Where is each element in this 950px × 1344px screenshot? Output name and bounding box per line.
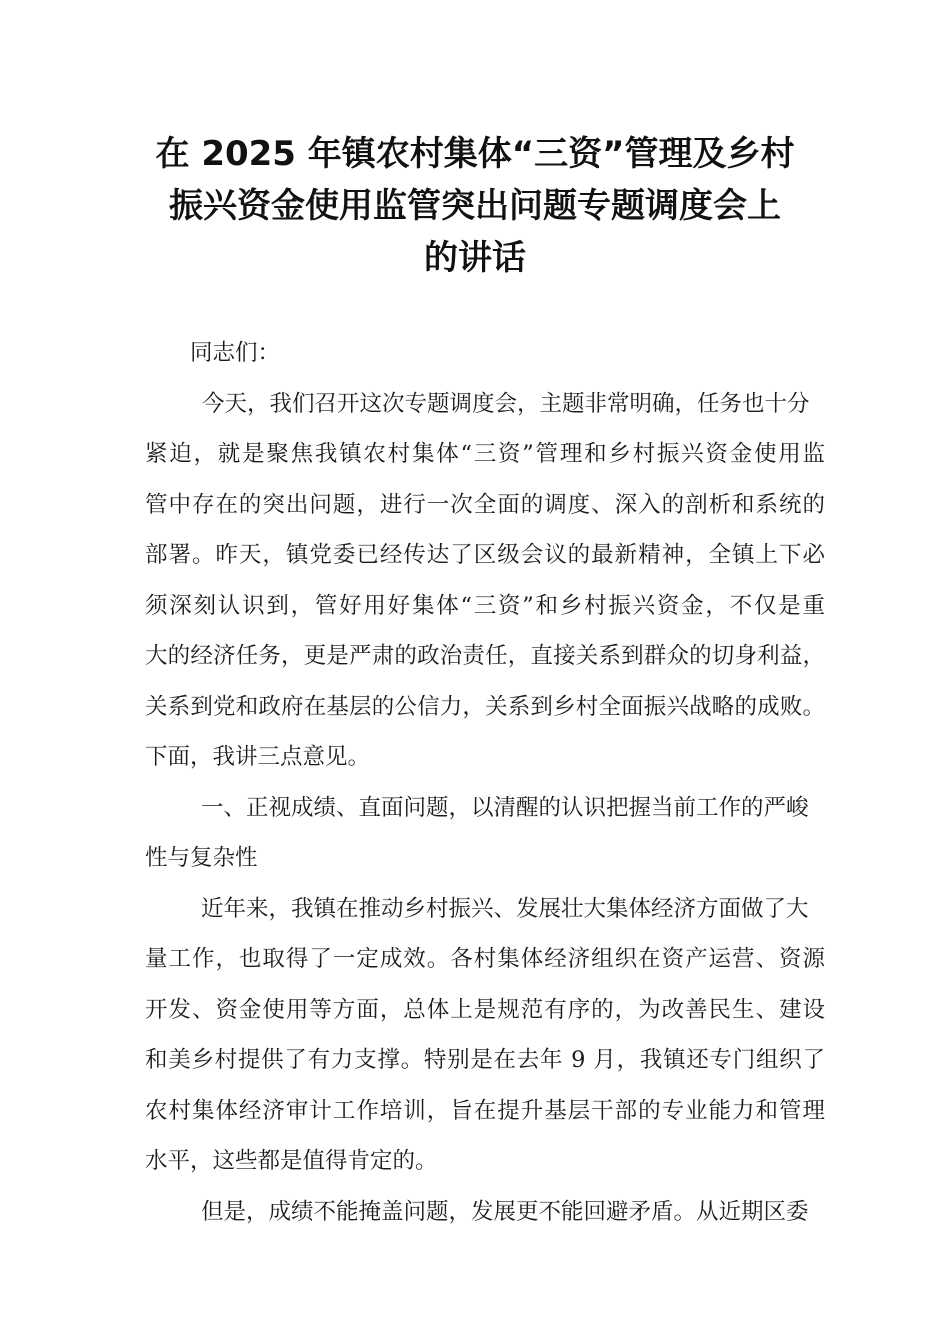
title-line-3: 的讲话 xyxy=(424,238,526,278)
document-body xyxy=(145,328,825,1237)
paragraph-1-line-4: 部署。昨天，镇党委已经传达了区级会议的最新精神，全镇上下必 xyxy=(145,542,825,568)
paragraph-3-line-1: 但是，成绩不能掩盖问题，发展更不能回避矛盾。从近期区委 xyxy=(201,1198,809,1225)
paragraph-1-line-7: 关系到党和政府在基层的公信力，关系到乡村全面振兴战略的成败。 xyxy=(145,693,825,720)
title-line-1: 在 2025 年镇农村集体“三资”管理及乡村 xyxy=(155,134,795,174)
paragraph-1-line-6: 大的经济任务，更是严肃的政治责任，直接关系到群众的切身利益， xyxy=(145,643,825,669)
salutation: 同志们： xyxy=(190,340,281,366)
title-line-2: 振兴资金使用监管突出问题专题调度会上 xyxy=(169,186,781,226)
paragraph-2-line-5: 农村集体经济审计工作培训，旨在提升基层干部的专业能力和管理 xyxy=(145,1097,825,1124)
paragraph-2-line-3: 开发、资金使用等方面，总体上是规范有序的，为改善民生、建设 xyxy=(145,996,825,1023)
paragraph-1-line-5: 须深刻认识到，管好用好集体“三资”和乡村振兴资金，不仅是重 xyxy=(145,592,825,619)
paragraph-2-line-4: 和美乡村提供了有力支撑。特别是在去年 9 月，我镇还专门组织了 xyxy=(145,1047,825,1073)
section-heading-1-line-2: 性与复杂性 xyxy=(145,845,258,871)
section-heading-1-line-1: 一、正视成绩、直面问题，以清醒的认识把握当前工作的严峻 xyxy=(201,794,809,821)
paragraph-1-line-3: 管中存在的突出问题，进行一次全面的调度、深入的剖析和系统的 xyxy=(145,491,825,518)
paragraph-2-line-2: 量工作，也取得了一定成效。各村集体经济组织在资产运营、资源 xyxy=(145,946,825,972)
paragraph-1-line-1: 今天，我们召开这次专题调度会，主题非常明确，任务也十分 xyxy=(202,390,810,417)
paragraph-2-line-6: 水平，这些都是值得肯定的。 xyxy=(145,1148,438,1174)
paragraph-1-line-8: 下面，我讲三点意见。 xyxy=(145,744,371,770)
paragraph-2-line-1: 近年来，我镇在推动乡村振兴、发展壮大集体经济方面做了大 xyxy=(201,895,809,922)
paragraph-1-line-2: 紧迫，就是聚焦我镇农村集体“三资”管理和乡村振兴资金使用监 xyxy=(145,441,825,467)
document-title xyxy=(130,128,820,284)
